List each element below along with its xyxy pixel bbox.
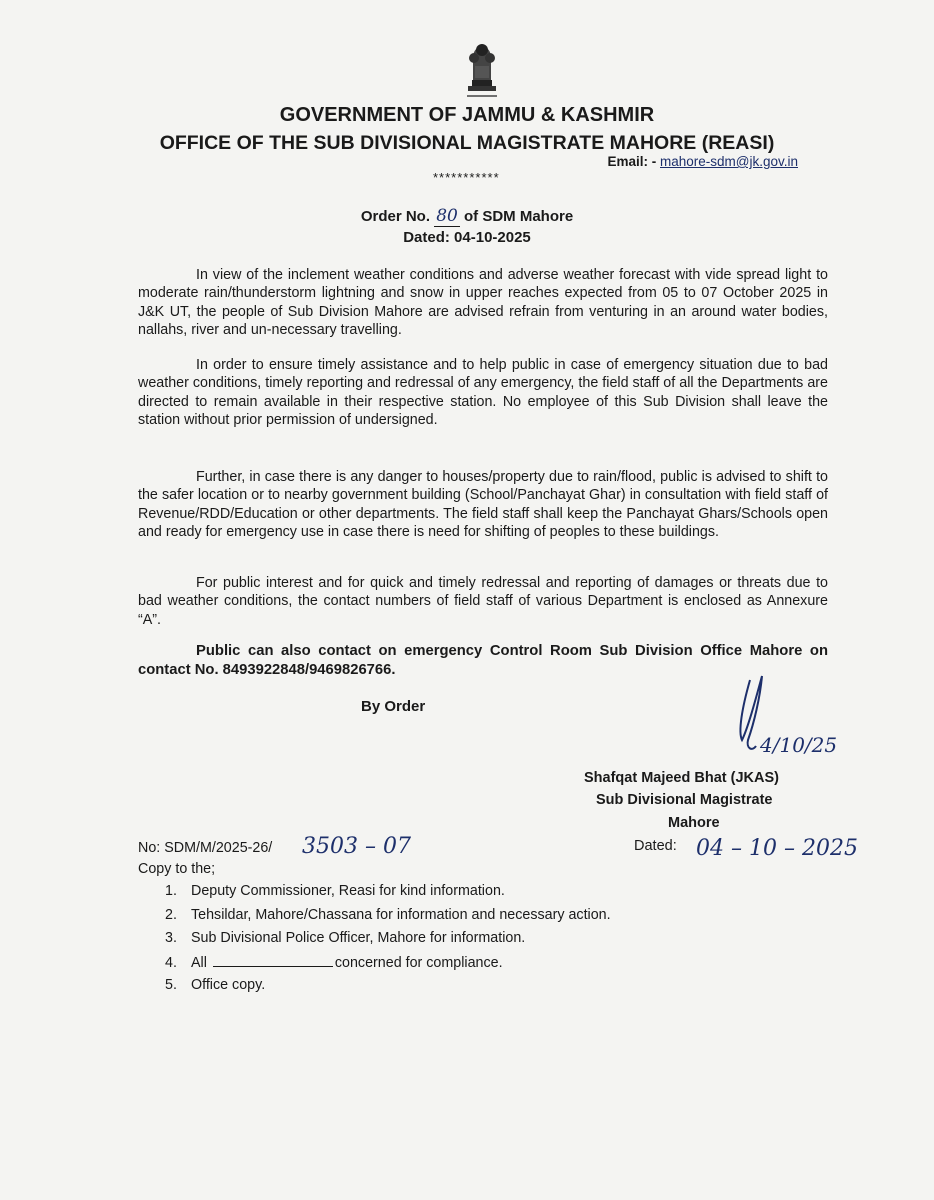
signature-icon: [720, 668, 850, 780]
dispatch-ref-handwritten: 3503 – 07: [302, 834, 411, 859]
signature-date: 4/10/25: [760, 733, 838, 757]
blank-fill-line: [213, 953, 333, 967]
signatory-dated-label: Dated:: [634, 838, 677, 854]
office-heading: OFFICE OF THE SUB DIVISIONAL MAGISTRATE MAHORE (REASI): [159, 132, 775, 154]
email-label: Email: -: [607, 154, 657, 169]
email-line: [607, 154, 798, 169]
copy-to-label: Copy to the;: [138, 861, 216, 877]
signatory-name: Shafqat Majeed Bhat (JKAS): [584, 770, 779, 786]
order-number-handwritten: 80: [436, 206, 458, 226]
signatory-title: Sub Divisional Magistrate: [596, 792, 773, 808]
list-item: 4. All concerned for compliance.: [165, 954, 503, 971]
paragraph-control-room: Public can also contact on emergency Control Room Sub Division Office Mahore on contact No. 8493922848/9469826766.: [138, 643, 828, 678]
signatory-place: Mahore: [668, 815, 720, 831]
dispatch-ref-prefix: No: SDM/M/2025-26/: [138, 840, 273, 856]
order-prefix: Order No.: [360, 208, 431, 225]
government-heading: GOVERNMENT OF JAMMU & KASHMIR: [279, 104, 655, 126]
copy-to-list: [165, 882, 611, 1000]
paragraph-weather-advisory: In view of the inclement weather conditions and adverse weather forecast with vide spread light to moderate rain/thunderstorm lightning and snow in upper reaches expected from 05 to 07 October 2025 in J&K UT, the people of Sub Division Mahore are advised refrain from venturing in an around water bodies, nallahs, river and un-necessary travelling.: [138, 267, 828, 338]
by-order: By Order: [361, 698, 426, 715]
order-number-line: [0, 206, 934, 226]
order-dated: Dated: 04-10-2025: [403, 229, 531, 246]
paragraph-staff-directive: In order to ensure timely assistance and to help public in case of emergency situation due to bad weather conditions, timely reporting and redressal of any emergency, the field staff of all the Departments are directed to remain available in their respective station. No employee of this Sub Division shall leave the station without prior permission of undersigned.: [138, 357, 828, 428]
paragraph-contacts-annexure: For public interest and for quick and timely redressal and reporting of damages or threats due to bad weather conditions, the contact numbers of field staff of various Department is enclosed as Annexure “A”.: [138, 575, 828, 628]
list-item: 2. Tehsildar, Mahore/Chassana for information and necessary action.: [165, 906, 611, 923]
signatory-dated-handwritten: 04 – 10 – 2025: [696, 836, 858, 861]
paragraph-shelter-advice: Further, in case there is any danger to houses/property due to rain/flood, public is advised to shift to the safer location or to nearby government building (School/Panchayat Ghar) in consultation with field staff of Revenue/RDD/Education or other departments. The field staff shall keep the Panchayat Ghars/Schools open and ready for emergency use in case there is need for shifting of peoples to these buildings.: [138, 469, 828, 540]
email-link[interactable]: mahore-sdm@jk.gov.in: [660, 154, 798, 169]
list-item: 1. Deputy Commissioner, Reasi for kind information.: [165, 883, 505, 899]
separator-stars: ***********: [433, 170, 500, 185]
list-item: 3. Sub Divisional Police Officer, Mahore for information.: [165, 930, 526, 946]
order-suffix: of SDM Mahore: [464, 208, 574, 225]
national-emblem-icon: [457, 36, 507, 106]
list-item: 5. Office copy.: [165, 977, 266, 993]
